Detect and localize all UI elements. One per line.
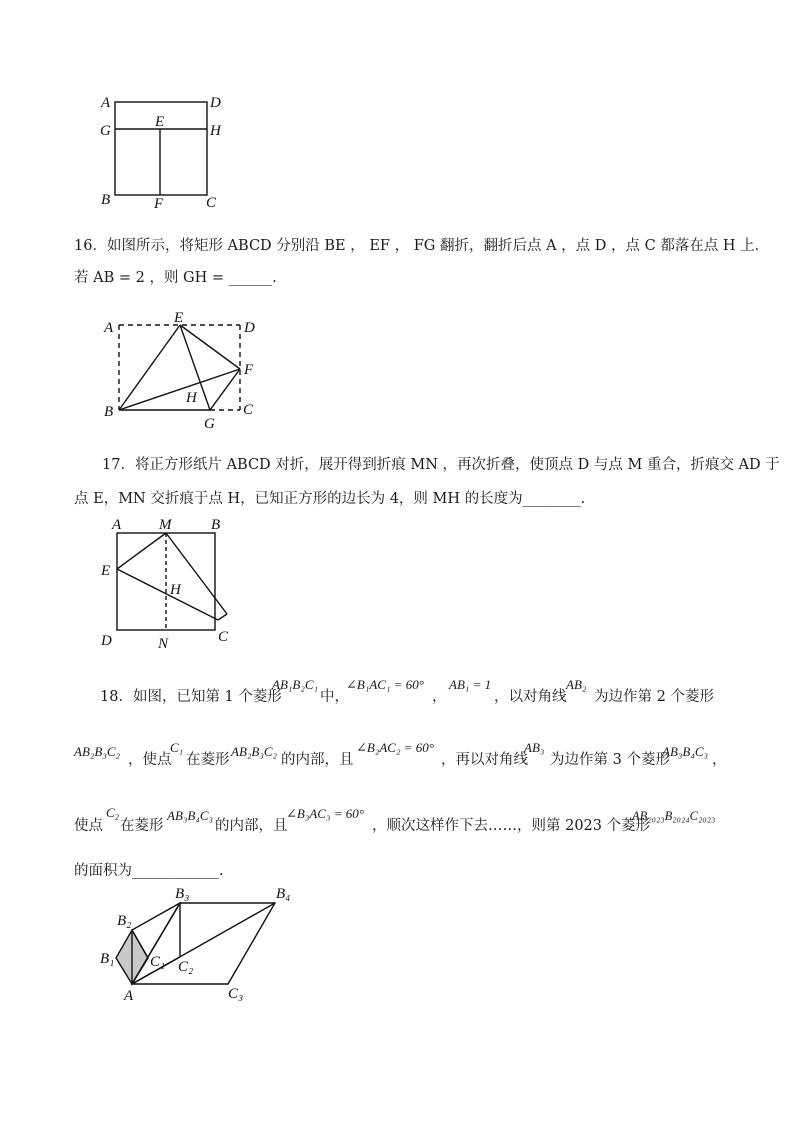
fig18-label-c1: C₁ xyxy=(150,954,166,970)
fig15-label-f: F xyxy=(154,196,164,212)
fig17-label-a: A xyxy=(112,517,122,533)
fig18-label-b1: B₁ xyxy=(100,951,115,967)
fig15-label-c: C xyxy=(206,195,217,211)
q18-line-1d: ∠B₁AC₁ = 60° xyxy=(346,677,424,692)
q18-line-2g: ∠B₂AC₂ = 60° xyxy=(356,740,434,755)
fig18-label-b3: B₃ xyxy=(175,886,190,902)
q18-line-2e: AB₂B₃C₂ xyxy=(231,744,278,759)
fig15-label-a: A xyxy=(101,95,111,111)
q16-line-2: 若 AB = 2 ，则 GH = ______. xyxy=(74,270,277,286)
q18-line-2h: ，再以对角线 xyxy=(441,752,528,768)
fig16-label-f: F xyxy=(244,362,254,378)
fig17-label-d: D xyxy=(101,633,112,649)
q18-line-2f: 的内部，且 xyxy=(281,752,354,768)
fig17-label-b: B xyxy=(211,517,221,533)
q18-line-3c: 在菱形 xyxy=(120,818,164,834)
q18-line-3h: AB₂₀₂₃B₂₀₂₄C₂₀₂₃ xyxy=(632,809,716,823)
fig15-label-g: G xyxy=(100,123,111,139)
q18-line-3d: AB₃B₄C₃ xyxy=(167,808,214,823)
fig18-diagonal-ab4 xyxy=(132,903,275,984)
q18-line-1f: AB₁ = 1 xyxy=(449,677,492,692)
q18-line-1i: 为边作第 2 个菱形 xyxy=(594,689,714,705)
q18-line-3g: ，顺次这样作下去……，则第 2023 个菱形 xyxy=(372,818,651,834)
fig17-label-m: M xyxy=(159,517,172,533)
fig16-label-g: G xyxy=(204,416,215,432)
q18-line-3b: C₂ xyxy=(106,805,120,820)
fig16-label-d: D xyxy=(244,320,255,336)
fig17-label-h: H xyxy=(170,582,181,598)
fig18-label-c3: C₃ xyxy=(228,986,244,1002)
q18-line-1g: ，以对角线 xyxy=(494,689,567,705)
fig15-label-d: D xyxy=(210,95,221,111)
q18-line-2j: 为边作第 3 个菱形 xyxy=(550,752,670,768)
q18-line-1a: 18．如图，已知第 1 个菱形 xyxy=(100,689,282,705)
q18-line-2l: ， xyxy=(712,752,727,768)
q16-line-1: 16．如图所示，将矩形 ABCD 分别沿 BE ， EF ， FG 翻折，翻折后点 A ，点 D ，点 C 都落在点 H 上． xyxy=(74,238,770,254)
q18-line-3a: 使点 xyxy=(74,818,103,834)
fig16-label-a: A xyxy=(104,320,114,336)
fig18-label-c2: C₂ xyxy=(178,959,194,975)
fig15-label-e: E xyxy=(155,114,165,130)
fig16-label-e: E xyxy=(174,310,184,326)
fig15-label-b: B xyxy=(101,192,111,208)
fig16-label-b: B xyxy=(104,404,114,420)
q18-line-2b: ，使点 xyxy=(128,752,172,768)
q18-line-3e: 的内部，且 xyxy=(215,818,288,834)
q17-line-2: 点 E，MN 交折痕于点 H，已知正方形的边长为 4，则 MH 的长度为________. xyxy=(74,491,586,507)
fig16-label-c: C xyxy=(243,402,254,418)
q18-line-1e: ， xyxy=(432,689,447,705)
q18-line-2d: 在菱形 xyxy=(186,752,230,768)
fig18-label-b2: B₂ xyxy=(117,913,132,929)
q18-line-1h: AB₂ xyxy=(566,677,587,692)
fig18-label-b4: B₄ xyxy=(276,886,291,902)
q18-line-1b: AB₁B₂C₁ xyxy=(272,677,319,692)
fig17-label-c: C xyxy=(218,629,229,645)
q18-line-4: 的面积为____________. xyxy=(74,863,224,879)
fig17-label-n: N xyxy=(158,636,169,652)
q18-line-3f: ∠B₃AC₃ = 60° xyxy=(286,806,364,821)
fig16-label-h: H xyxy=(186,390,197,406)
q17-line-1: 17．将正方形纸片 ABCD 对折，展开得到折痕 MN ，再次折叠，使顶点 D 与点 M 重合，折痕交 AD 于 xyxy=(102,457,780,473)
fig15-label-h: H xyxy=(210,123,221,139)
q18-line-2k: AB₃B₄C₃ xyxy=(662,744,709,759)
fig18-label-a: A xyxy=(124,988,134,1004)
q18-line-2i: AB₃ xyxy=(524,740,545,755)
q18-line-2a: AB₂B₃C₂ xyxy=(74,744,121,759)
fig17-label-e: E xyxy=(101,563,111,579)
q18-line-2c: C₁ xyxy=(170,740,184,755)
q18-line-1c: 中， xyxy=(320,689,349,705)
